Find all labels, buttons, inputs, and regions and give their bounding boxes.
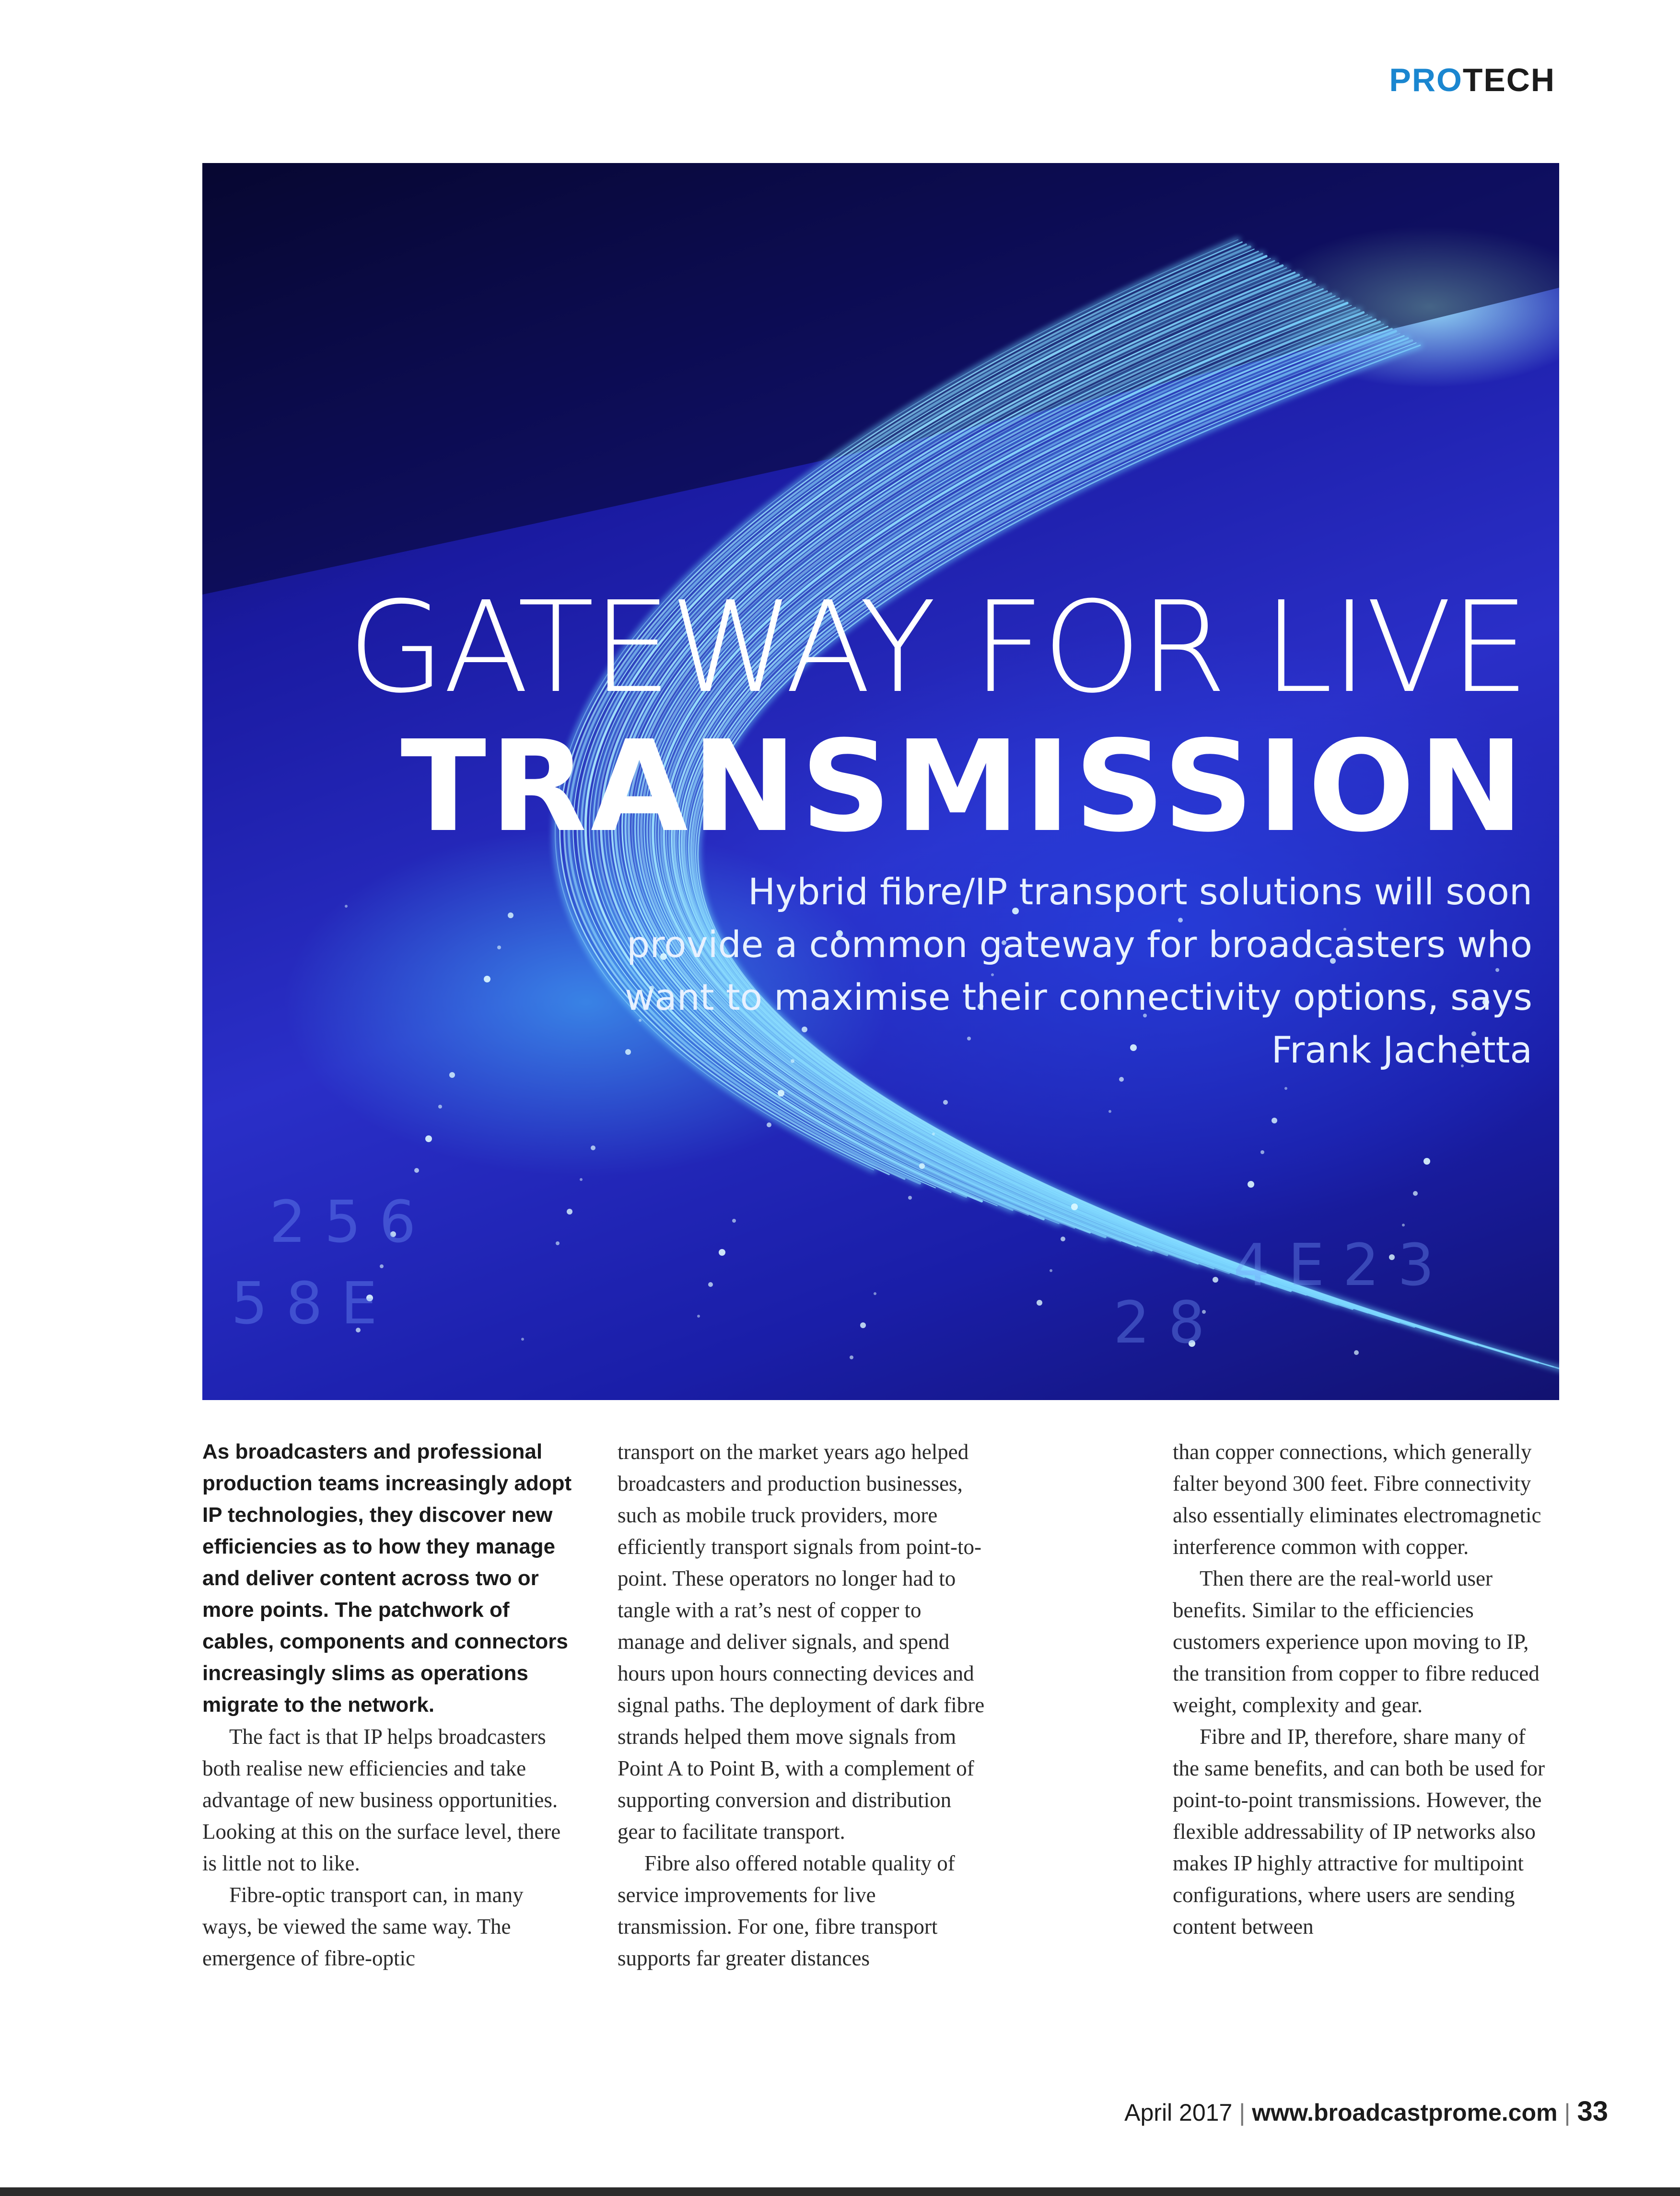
headline-line2: TRANSMISSION xyxy=(400,713,1528,860)
svg-text:5 8 E: 5 8 E xyxy=(231,1271,377,1337)
paragraph: transport on the market years ago helped broadcasters and production businesses, such as mobile truck providers, more efficiently transport signals from point-to-point. These operators no longer had to tangle with a rat’s nest of copper to manage and deliver signals, and spend hours upon hours connecting devices and signal paths. The deployment of dark fibre strands helped them move signals from Point A to Point B, with a complement of supporting conversion and distribution gear to facilitate transport. xyxy=(618,1440,985,1844)
website-link[interactable]: www.broadcastprome.com xyxy=(1252,2099,1558,2126)
section-tag-tech: TECH xyxy=(1462,62,1555,98)
lead-paragraph: As broadcasters and professional production teams increasingly adopt IP technologies, they discover new efficiencies as to how they manage and deliver content across two or more points. The patchwork of cables, components and connectors increasingly slims as operations migrate to the network. xyxy=(202,1440,572,1717)
footer-separator: | xyxy=(1239,2099,1246,2126)
column-1 xyxy=(202,1436,576,1974)
paragraph: Fibre and IP, therefore, share many of the same benefits, and can both be used for point-to-point transmissions. However, the flexible addressability of IP networks also makes IP highly attractive for multipoint configurations, where users are sending content between xyxy=(1173,1725,1545,1939)
svg-text:2 8: 2 8 xyxy=(1113,1290,1205,1356)
column-3 xyxy=(1173,1436,1547,1942)
bottom-rule xyxy=(0,2187,1680,2196)
hero-image xyxy=(202,163,1559,1400)
column-2 xyxy=(618,1436,992,1974)
footer-separator: | xyxy=(1564,2099,1571,2126)
paragraph: Fibre also offered notable quality of service improvements for live transmission. For one, fibre transport supports far greater distances xyxy=(618,1851,955,1970)
paragraph: Fibre-optic transport can, in many ways, be viewed the same way. The emergence of fibre-optic xyxy=(202,1883,524,1970)
section-tag-pro: PRO xyxy=(1389,62,1463,98)
headline-line1: GATEWAY FOR LIVE xyxy=(348,574,1528,721)
page-number: 33 xyxy=(1577,2096,1608,2127)
svg-text:4 E 2 3: 4 E 2 3 xyxy=(1233,1232,1435,1299)
paragraph: The fact is that IP helps broadcasters both realise new efficiencies and take advantage of new business opportunities. Looking at this on the surface level, there is little not to like. xyxy=(202,1725,561,1875)
section-tag xyxy=(1389,61,1555,99)
paragraph: than copper connections, which generally falter beyond 300 feet. Fibre connectivity also essentially eliminates electromagnetic interference common with copper. xyxy=(1173,1440,1541,1559)
issue-date: April 2017 xyxy=(1124,2099,1233,2126)
standfirst: Hybrid fibre/IP transport solutions will soon provide a common gateway for broadcasters who want to maximise their connectivity options, says Frank Jachetta xyxy=(625,870,1532,1071)
page-footer xyxy=(1124,2095,1608,2127)
svg-text:2 5 6: 2 5 6 xyxy=(269,1189,416,1256)
paragraph: Then there are the real-world user benefits. Similar to the efficiencies customers experience upon moving to IP, the transition from copper to fibre reduced weight, complexity and gear. xyxy=(1173,1566,1540,1717)
